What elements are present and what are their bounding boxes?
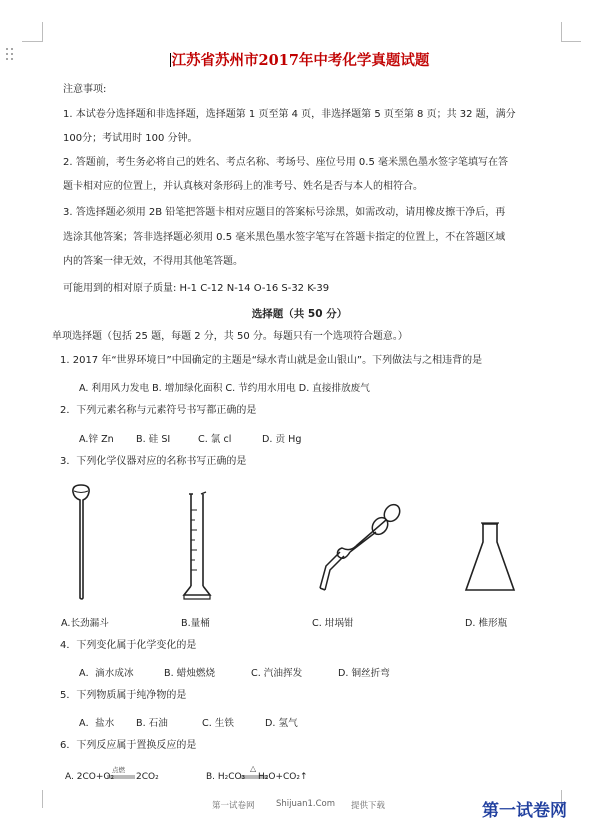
q3-option-d: D. 椎形瓶 [465,618,508,629]
site-watermark: 第一试卷网 [482,801,567,821]
crucible-tongs-icon [312,500,404,596]
q3-stem: 3．下列化学仪器对应的名称书写正确的是 [60,456,247,467]
notice-heading: 注意事项: [63,84,107,95]
q6-option-b-reactants: B. H₂CO₃ [206,772,246,782]
crop-mark-top-right-v [561,22,562,42]
section-title: 选择题（共 50 分） [251,308,348,320]
q4-stem: 4．下列变化属于化学变化的是 [60,640,197,651]
text-cursor [170,53,171,67]
q5-option-b: B. 石油 [136,718,168,729]
notice-item-2-line-2: 题卡相对应的位置上，并认真核对条形码上的准考号、姓名是否与本人的相符合。 [63,181,423,192]
q6-option-a-arrow [107,775,135,779]
q4-option-a: A．滴水成冰 [79,668,134,679]
q4-option-c: C. 汽油挥发 [251,668,303,679]
q6-option-a-product: 2CO₂ [136,772,159,782]
q6-option-b-product: H₂O+CO₂↑ [258,772,308,782]
q6-option-b-condition: △ [250,764,257,773]
q4-option-d: D. 铜丝折弯 [338,668,390,679]
q2-option-a: A.锌 Zn [79,434,114,445]
crop-mark-bottom-left-v [42,790,43,808]
section-instructions: 单项选择题（包括 25 题，每题 2 分，共 50 分。每题只有一个选项符合题意。） [52,331,408,342]
footer-right: 提供下载 [351,801,386,811]
crop-mark-top-left-v [42,22,43,42]
q1-options: A. 利用风力发电 B. 增加绿化面积 C. 节约用水用电 D. 直接排放废气 [79,383,370,394]
long-neck-funnel-icon [64,482,104,602]
atomic-masses: 可能用到的相对原子质量: H-1 C-12 N-14 O-16 S-32 K-39 [63,283,330,294]
q1-stem: 1. 2017 年“世界环境日”中国确定的主题是“绿水青山就是金山银山”。下列做法与之相违背的是 [60,355,483,366]
crop-mark-top-right-h [561,41,581,42]
crop-mark-top-left-h [22,41,42,42]
q2-stem: 2．下列元素名称与元素符号书写都正确的是 [60,405,257,416]
notice-item-3-line-3: 内的答案一律无效，不得用其他笔答题。 [63,256,243,267]
q6-option-a-condition: 点燃 [112,766,125,774]
q6-option-a-reactants: A. 2CO+O₂ [65,772,115,782]
q2-option-d: D. 贡 Hg [262,434,302,445]
q2-option-b: B. 硅 SI [136,434,171,445]
notice-item-1-line-2: 100分；考试用时 100 分钟。 [63,133,198,144]
footer-center: Shijuan1.Com [276,799,336,809]
q3-option-a: A.长劲漏斗 [61,618,109,629]
q6-stem: 6．下列反应属于置换反应的是 [60,740,197,751]
q5-option-a: A．盐水 [79,718,115,729]
notice-item-3-line-2: 选涂其他答案；答非选择题必须用 0.5 毫米黑色墨水签字笔写在答题卡指定的位置上，不在答题区域 [63,232,506,243]
q5-option-d: D. 氢气 [265,718,298,729]
q5-option-c: C. 生铁 [202,718,234,729]
graduated-cylinder-icon [180,492,220,604]
q4-option-b: B. 蜡烛燃烧 [164,668,216,679]
q3-option-b: B.量桶 [181,618,210,629]
notice-item-2-line-1: 2. 答题前，考生务必将自己的姓名、考点名称、考场号、座位号用 0.5 毫米黑色墨水签字笔填写在答 [63,157,508,168]
document-title [0,49,599,70]
conical-flask-icon [462,522,518,594]
footer-left: 第一试卷网 [212,801,255,811]
notice-item-1-line-1: 1. 本试卷分选择题和非选择题，选择题第 1 页至第 4 页，非选择题第 5 页至第 8 页；共 32 题，满分 [63,109,516,120]
title-text: 江苏省苏州市2017年中考化学真题试题 [171,52,430,69]
q2-option-c: C. 氯 cl [198,434,232,445]
q3-option-c: C. 坩埚钳 [312,618,354,629]
q5-stem: 5．下列物质属于纯净物的是 [60,690,187,701]
notice-item-3-line-1: 3. 答选择题必须用 2B 铅笔把答题卡相对应题目的答案标号涂黑，如需改动，请用橡皮擦干净后，再 [63,207,506,218]
